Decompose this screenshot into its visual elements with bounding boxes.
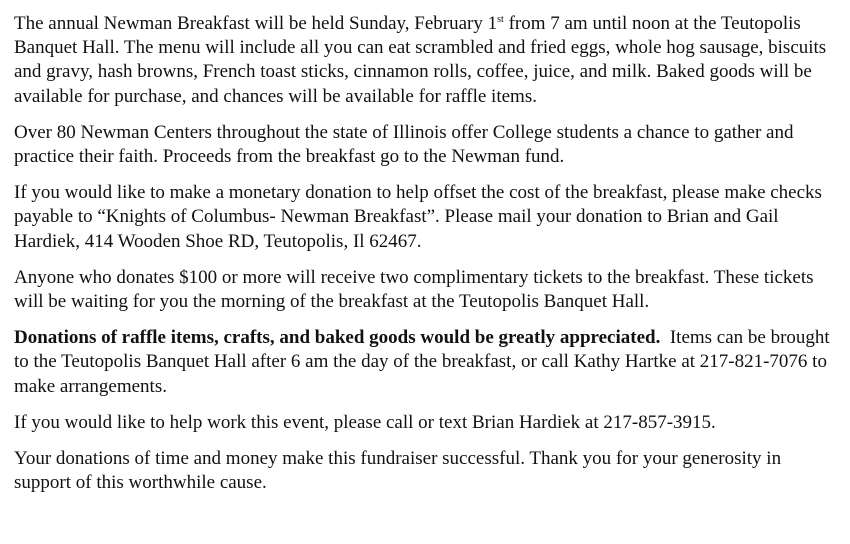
paragraph-raffle-donations — [14, 326, 839, 399]
paragraph-event-details — [14, 12, 839, 109]
ordinal-suffix: st — [497, 14, 504, 25]
paragraph-monetary-donation: If you would like to make a monetary donation to help offset the cost of the breakfast, please make checks payable to “Knights of Columbus- Newman Breakfast”. Please mail your donation to Brian and Gail Hardiek, 414 Wooden Shoe RD, Teutopolis, Il 62467. — [14, 182, 822, 252]
event-details-text-end: from 7 am until noon at the Teutopolis Banquet Hall. The menu will include all you can eat scrambled and fried eggs, whole hog sausage, biscuits and gravy, hash browns, French toast sticks, cinnamon rolls, coffee, juice, and milk. Baked goods will be available for purchase, and chances will be available for raffle items. — [14, 13, 827, 107]
raffle-donations-bold-text: Donations of raffle items, crafts, and baked goods would be greatly appreciated. — [14, 327, 661, 349]
paragraph-complimentary-tickets: Anyone who donates $100 or more will receive two complimentary tickets to the breakfast. These tickets will be waiting for you the morning of the breakfast at the Teutopolis Banquet Hall. — [14, 266, 814, 313]
paragraph-volunteer: If you would like to help work this event, please call or text Brian Hardiek at 217-857-3915. — [14, 411, 716, 433]
paragraph-thank-you: Your donations of time and money make this fundraiser successful. Thank you for your generosity in support of this worthwhile cause. — [14, 448, 782, 494]
paragraph-newman-centers: Over 80 Newman Centers throughout the state of Illinois offer College students a chance to gather and practice their faith. Proceeds from the breakfast go to the Newman fund. — [14, 121, 794, 168]
event-details-text-start: The annual Newman Breakfast will be held Sunday, February 1 — [14, 13, 498, 34]
raffle-donations-text: Items can be brought to the Teutopolis Banquet Hall after 6 am the day of the breakfast, or call Kathy Hartke at 217-821-7076 to make arrangements. — [14, 327, 835, 397]
document-body — [14, 12, 839, 507]
